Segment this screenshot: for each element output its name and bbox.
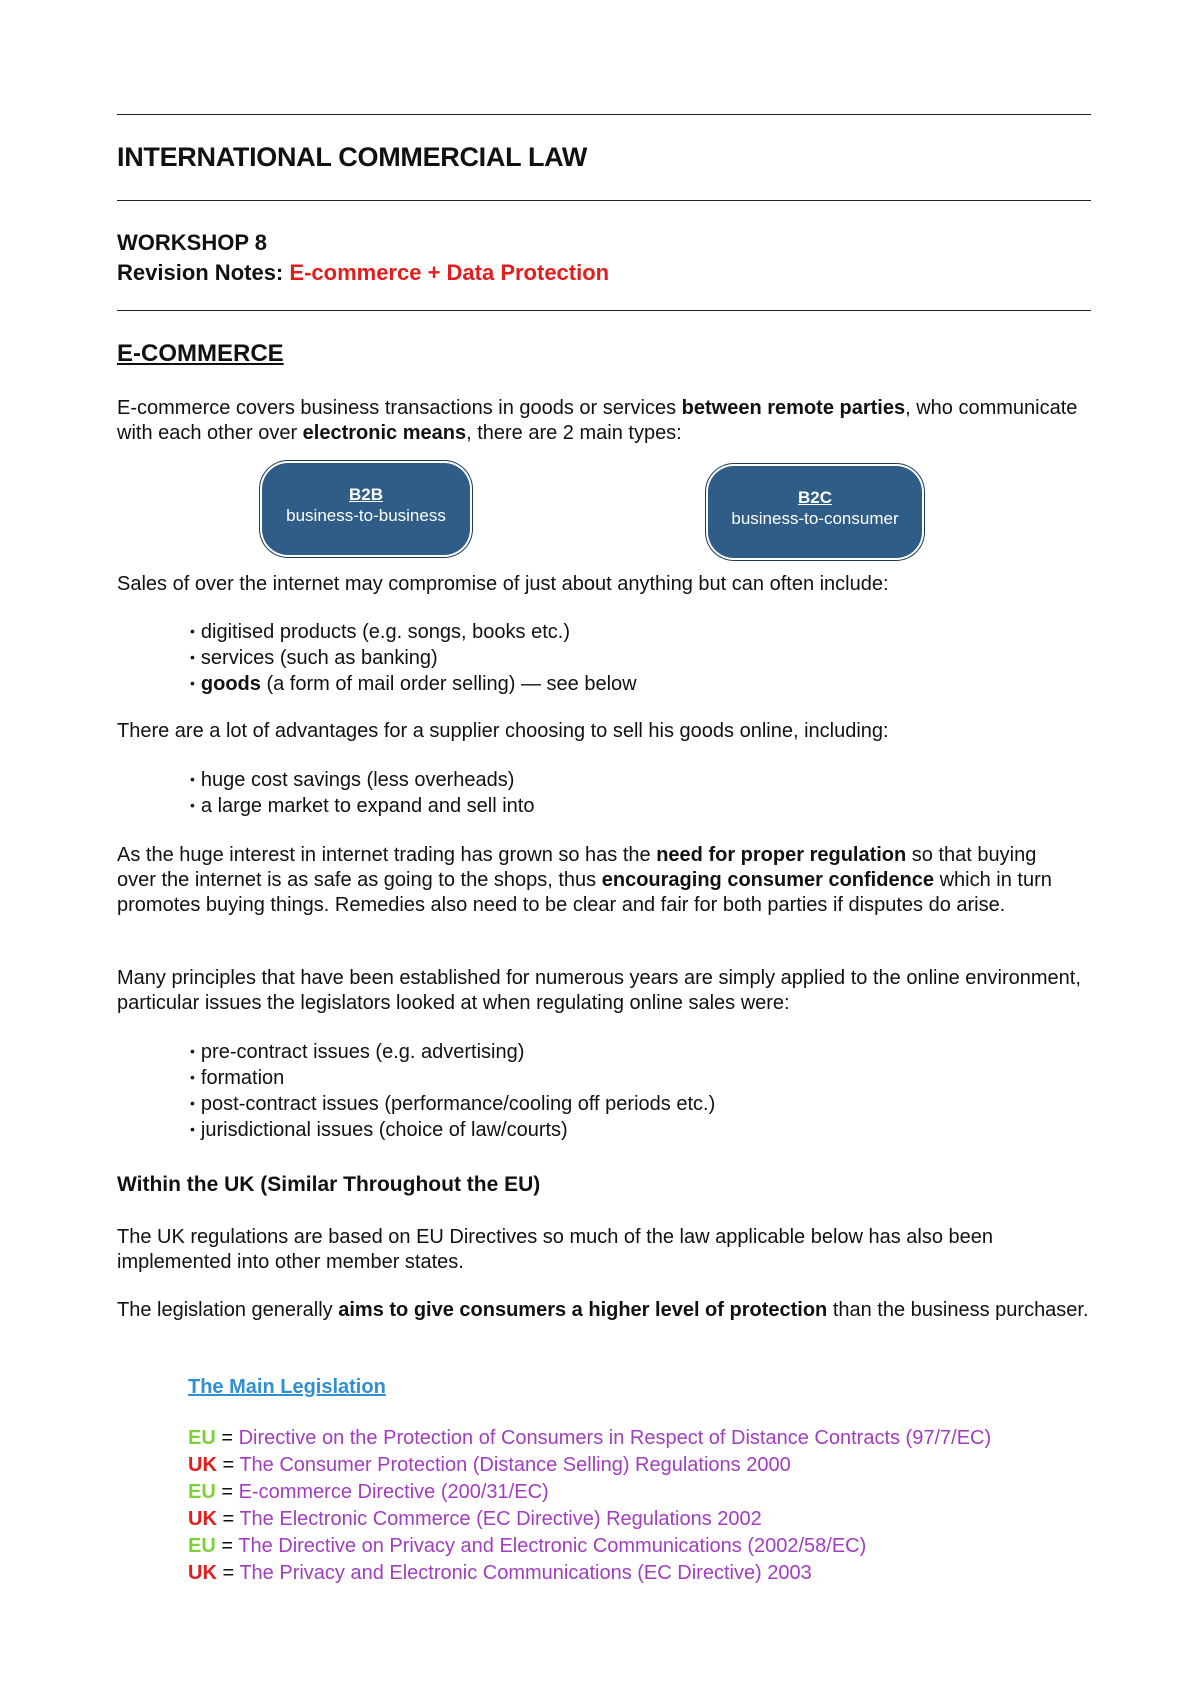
sales-intro: Sales of over the internet may compromise of just about anything but can often include: [117, 573, 889, 595]
workshop-number: WORKSHOP 8 [117, 230, 267, 255]
list-item: • formation [190, 1066, 1090, 1092]
section-heading-ecommerce: E-COMMERCE [117, 340, 284, 367]
b2b-code: B2B [348, 485, 383, 504]
issues-list [190, 1040, 1090, 1144]
legislation-list [188, 1425, 1108, 1587]
main-legislation-link[interactable]: The Main Legislation [188, 1376, 386, 1398]
uk-paragraph: The UK regulations are based on EU Directives so much of the law applicable below has also been implemented into other member states. [117, 1226, 994, 1273]
list-item: UK = The Electronic Commerce (EC Directive) Regulations 2002 [188, 1508, 762, 1530]
list-item: • pre-contract issues (e.g. advertising) [190, 1040, 1090, 1066]
intro-paragraph: E-commerce covers business transactions in goods or services between remote parties, who communicate with each other over electronic means, there are 2 main types: [117, 397, 1078, 444]
advantages-intro: There are a lot of advantages for a supplier choosing to sell his goods online, including: [117, 720, 889, 742]
document-title: INTERNATIONAL COMMERCIAL LAW [117, 142, 588, 172]
list-item: • huge cost savings (less overheads) [190, 768, 1090, 794]
list-item: EU = E-commerce Directive (200/31/EC) [188, 1481, 549, 1503]
list-item: UK = The Consumer Protection (Distance Selling) Regulations 2000 [188, 1454, 791, 1476]
list-item: UK = The Privacy and Electronic Communications (EC Directive) 2003 [188, 1562, 812, 1584]
divider [117, 310, 1091, 311]
sales-list [190, 620, 1090, 698]
revision-topic: E-commerce + Data Protection [289, 260, 610, 285]
b2b-shape [262, 463, 470, 555]
list-item: • jurisdictional issues (choice of law/courts) [190, 1118, 1090, 1144]
principles-paragraph: Many principles that have been established for numerous years are simply applied to the online environment, particular issues the legislators looked at when regulating online sales were: [117, 967, 1081, 1014]
protection-paragraph: The legislation generally aims to give consumers a higher level of protection than the business purchaser. [117, 1299, 1089, 1321]
list-item: EU = Directive on the Protection of Consumers in Respect of Distance Contracts (97/7/EC) [188, 1427, 992, 1449]
list-item: • post-contract issues (performance/cooling off periods etc.) [190, 1092, 1090, 1118]
b2c-label: business-to-consumer [731, 509, 899, 528]
regulation-paragraph: As the huge interest in internet trading has grown so has the need for proper regulation so that buying over the internet is as safe as going to the shops, thus encouraging consumer confidence which in turn promotes buying things. Remedies also need to be clear and fair for both parties if disputes do arise. [117, 844, 1052, 916]
revision-label: Revision Notes: [117, 260, 284, 285]
b2b-label: business-to-business [286, 506, 446, 525]
list-item: • services (such as banking) [190, 646, 1090, 672]
advantages-list [190, 768, 1090, 820]
divider [117, 200, 1091, 201]
workshop-header [117, 228, 1097, 288]
list-item: • a large market to expand and sell into [190, 794, 1090, 820]
revision-line [117, 258, 1097, 288]
b2c-code: B2C [797, 488, 832, 507]
b2c-shape [708, 466, 922, 558]
section-heading-uk: Within the UK (Similar Throughout the EU) [117, 1173, 541, 1196]
list-item: • digitised products (e.g. songs, books etc.) [190, 620, 1090, 646]
list-item: EU = The Directive on Privacy and Electronic Communications (2002/58/EC) [188, 1535, 867, 1557]
divider [117, 114, 1091, 115]
list-item: • goods (a form of mail order selling) — see below [190, 672, 1090, 698]
